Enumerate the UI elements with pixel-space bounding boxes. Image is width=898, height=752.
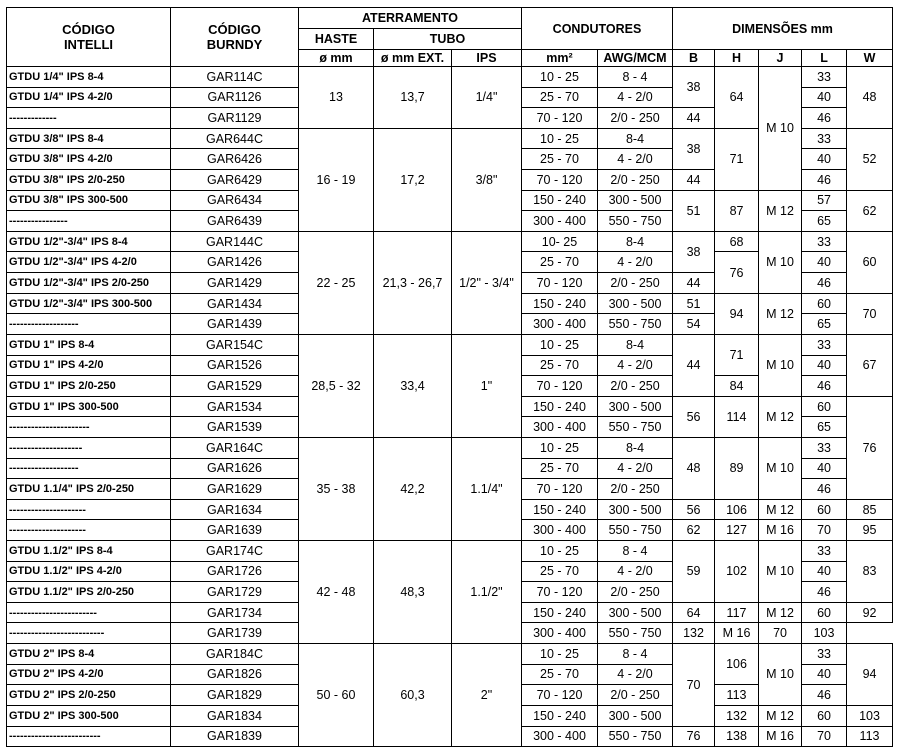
header-haste: HASTE	[299, 29, 374, 50]
awg-cell: 300 - 500	[598, 705, 673, 726]
dim-j-cell: M 10	[759, 334, 802, 396]
tubo-cell: 42,2	[374, 437, 452, 540]
codigo-burndy-cell: GAR6429	[171, 170, 299, 191]
mm2-cell: 300 - 400	[522, 623, 598, 644]
dim-b-cell: 38	[673, 128, 715, 169]
haste-cell: 50 - 60	[299, 644, 374, 747]
haste-cell: 35 - 38	[299, 437, 374, 540]
dim-l-cell: 57	[802, 190, 847, 211]
dim-l-cell: 70	[802, 520, 847, 541]
codigo-intelli-cell: GTDU 1/2"-3/4" IPS 4-2/0	[7, 252, 171, 273]
codigo-intelli-cell: GTDU 2" IPS 300-500	[7, 705, 171, 726]
dim-b-cell: 56	[673, 499, 715, 520]
dim-l-cell: 60	[802, 396, 847, 417]
codigo-burndy-cell: GAR6434	[171, 190, 299, 211]
codigo-burndy-cell: GAR644C	[171, 128, 299, 149]
codigo-burndy-cell: GAR154C	[171, 334, 299, 355]
tubo-cell: 13,7	[374, 67, 452, 129]
codigo-intelli-cell: GTDU 3/8" IPS 300-500	[7, 190, 171, 211]
mm2-cell: 10 - 25	[522, 128, 598, 149]
dim-l-cell: 46	[802, 479, 847, 500]
dim-l-cell: 40	[802, 149, 847, 170]
codigo-intelli-cell: GTDU 1/2"-3/4" IPS 2/0-250	[7, 273, 171, 294]
tubo-cell: 21,3 - 26,7	[374, 231, 452, 334]
awg-cell: 8 - 4	[598, 67, 673, 88]
table-row	[7, 644, 893, 665]
codigo-burndy-cell: GAR1739	[171, 623, 299, 644]
table-row	[7, 437, 893, 458]
ips-cell: 1"	[452, 334, 522, 437]
header-codigo-intelli: CÓDIGO INTELLI	[7, 8, 171, 67]
haste-cell: 28,5 - 32	[299, 334, 374, 437]
dim-b-cell: 64	[673, 602, 715, 623]
ips-cell: 2"	[452, 644, 522, 747]
header-w: W	[847, 50, 893, 67]
mm2-cell: 10 - 25	[522, 541, 598, 562]
dim-l-cell: 46	[802, 273, 847, 294]
codigo-intelli-cell: GTDU 1.1/2" IPS 4-2/0	[7, 561, 171, 582]
codigo-burndy-cell: GAR1529	[171, 376, 299, 397]
codigo-burndy-cell: GAR1439	[171, 314, 299, 335]
codigo-intelli-cell: GTDU 1.1/4" IPS 2/0-250	[7, 479, 171, 500]
dim-l-cell: 46	[802, 376, 847, 397]
dim-j-cell: M 10	[759, 437, 802, 499]
dim-l-cell: 46	[802, 108, 847, 129]
header-dimensoes: DIMENSÕES mm	[673, 8, 893, 50]
codigo-burndy-cell: GAR1526	[171, 355, 299, 376]
tubo-cell: 33,4	[374, 334, 452, 437]
table-row	[7, 541, 893, 562]
dim-b-cell: 70	[673, 644, 715, 726]
dim-l-cell: 60	[802, 705, 847, 726]
dim-j-cell: M 10	[759, 541, 802, 603]
dim-b-cell: 44	[673, 334, 715, 396]
mm2-cell: 10 - 25	[522, 437, 598, 458]
awg-cell: 300 - 500	[598, 190, 673, 211]
dim-h-cell: 132	[673, 623, 715, 644]
awg-cell: 300 - 500	[598, 293, 673, 314]
tubo-cell: 60,3	[374, 644, 452, 747]
dim-w-cell: 48	[847, 67, 893, 129]
dim-b-cell: 51	[673, 293, 715, 314]
codigo-burndy-cell: GAR6426	[171, 149, 299, 170]
dim-l-cell: 70	[759, 623, 802, 644]
codigo-intelli-cell: GTDU 1.1/2" IPS 8-4	[7, 541, 171, 562]
haste-cell: 42 - 48	[299, 541, 374, 644]
dim-b-cell: 38	[673, 231, 715, 272]
dim-b-cell: 54	[673, 314, 715, 335]
codigo-intelli-cell: GTDU 1" IPS 2/0-250	[7, 376, 171, 397]
codigo-burndy-cell: GAR174C	[171, 541, 299, 562]
ips-cell: 1.1/4"	[452, 437, 522, 540]
header-tubo: TUBO	[374, 29, 522, 50]
dim-l-cell: 40	[802, 664, 847, 685]
codigo-intelli-cell: GTDU 1/4" IPS 8-4	[7, 67, 171, 88]
dim-l-cell: 33	[802, 231, 847, 252]
header-mm2: mm²	[522, 50, 598, 67]
dim-l-cell: 33	[802, 541, 847, 562]
codigo-intelli-cell: GTDU 1" IPS 300-500	[7, 396, 171, 417]
dim-j-cell: M 12	[759, 602, 802, 623]
codigo-burndy-cell: GAR1839	[171, 726, 299, 747]
haste-cell: 13	[299, 67, 374, 129]
dim-l-cell: 33	[802, 437, 847, 458]
dim-h-cell: 89	[715, 437, 759, 499]
awg-cell: 2/0 - 250	[598, 108, 673, 129]
dim-j-cell: M 12	[759, 396, 802, 437]
header-aterramento: ATERRAMENTO	[299, 8, 522, 29]
mm2-cell: 70 - 120	[522, 376, 598, 397]
dim-w-cell: 85	[847, 499, 893, 520]
mm2-cell: 25 - 70	[522, 355, 598, 376]
codigo-burndy-cell: GAR1434	[171, 293, 299, 314]
dim-l-cell: 46	[802, 170, 847, 191]
dim-l-cell: 33	[802, 67, 847, 88]
codigo-intelli-cell: GTDU 3/8" IPS 8-4	[7, 128, 171, 149]
mm2-cell: 300 - 400	[522, 417, 598, 438]
codigo-intelli-cell: GTDU 1/4" IPS 4-2/0	[7, 87, 171, 108]
codigo-intelli-cell: GTDU 1" IPS 8-4	[7, 334, 171, 355]
dim-h-cell: 138	[715, 726, 759, 747]
dim-j-cell: M 12	[759, 190, 802, 231]
dim-w-cell: 60	[847, 231, 893, 293]
mm2-cell: 10 - 25	[522, 67, 598, 88]
dim-h-cell: 71	[715, 334, 759, 375]
header-codigo-burndy: CÓDIGO BURNDY	[171, 8, 299, 67]
codigo-burndy-cell: GAR164C	[171, 437, 299, 458]
mm2-cell: 10 - 25	[522, 334, 598, 355]
dim-h-cell: 71	[715, 128, 759, 190]
ips-cell: 1/4"	[452, 67, 522, 129]
awg-cell: 2/0 - 250	[598, 376, 673, 397]
header-phi-mm: ø mm	[299, 50, 374, 67]
dim-l-cell: 60	[802, 499, 847, 520]
dim-l-cell: 40	[802, 252, 847, 273]
dim-w-cell: 113	[847, 726, 893, 747]
codigo-intelli-cell: -------------------------	[7, 726, 171, 747]
codigo-burndy-cell: GAR1126	[171, 87, 299, 108]
awg-cell: 8 - 4	[598, 644, 673, 665]
header-ips: IPS	[452, 50, 522, 67]
dim-h-cell: 117	[715, 602, 759, 623]
codigo-burndy-cell: GAR1726	[171, 561, 299, 582]
dim-w-cell: 67	[847, 334, 893, 396]
dim-h-cell: 87	[715, 190, 759, 231]
mm2-cell: 70 - 120	[522, 685, 598, 706]
codigo-intelli-cell: -------------------	[7, 314, 171, 335]
dim-b-cell: 44	[673, 170, 715, 191]
awg-cell: 2/0 - 250	[598, 170, 673, 191]
table-row	[7, 334, 893, 355]
awg-cell: 300 - 500	[598, 602, 673, 623]
awg-cell: 4 - 2/0	[598, 252, 673, 273]
mm2-cell: 150 - 240	[522, 190, 598, 211]
header-h: H	[715, 50, 759, 67]
codigo-intelli-cell: GTDU 3/8" IPS 2/0-250	[7, 170, 171, 191]
dim-b-cell: 38	[673, 67, 715, 108]
awg-cell: 4 - 2/0	[598, 561, 673, 582]
header-b: B	[673, 50, 715, 67]
mm2-cell: 25 - 70	[522, 252, 598, 273]
mm2-cell: 25 - 70	[522, 87, 598, 108]
dim-h-cell: 68	[715, 231, 759, 252]
mm2-cell: 25 - 70	[522, 458, 598, 479]
codigo-intelli-cell: ------------------------	[7, 602, 171, 623]
mm2-cell: 70 - 120	[522, 108, 598, 129]
dim-h-cell: 94	[715, 293, 759, 334]
dim-w-cell: 52	[847, 128, 893, 190]
dim-h-cell: 113	[715, 685, 759, 706]
dim-b-cell: 51	[673, 190, 715, 231]
codigo-burndy-cell: GAR1539	[171, 417, 299, 438]
codigo-intelli-cell: GTDU 1/2"-3/4" IPS 300-500	[7, 293, 171, 314]
awg-cell: 4 - 2/0	[598, 149, 673, 170]
codigo-intelli-cell: --------------------------	[7, 623, 171, 644]
codigo-burndy-cell: GAR1129	[171, 108, 299, 129]
awg-cell: 4 - 2/0	[598, 355, 673, 376]
dim-h-cell: 102	[715, 541, 759, 603]
awg-cell: 300 - 500	[598, 499, 673, 520]
dim-l-cell: 60	[802, 602, 847, 623]
codigo-burndy-cell: GAR1429	[171, 273, 299, 294]
mm2-cell: 150 - 240	[522, 705, 598, 726]
ips-cell: 3/8"	[452, 128, 522, 231]
codigo-burndy-cell: GAR1826	[171, 664, 299, 685]
dim-j-cell: M 12	[759, 293, 802, 334]
dim-j-cell: M 16	[759, 726, 802, 747]
dim-h-cell: 84	[715, 376, 759, 397]
mm2-cell: 300 - 400	[522, 211, 598, 232]
codigo-burndy-cell: GAR1639	[171, 520, 299, 541]
codigo-intelli-cell: GTDU 1/2"-3/4" IPS 8-4	[7, 231, 171, 252]
codigo-burndy-cell: GAR1729	[171, 582, 299, 603]
table-row	[7, 67, 893, 88]
awg-cell: 550 - 750	[598, 520, 673, 541]
mm2-cell: 70 - 120	[522, 273, 598, 294]
dim-l-cell: 40	[802, 355, 847, 376]
dim-l-cell: 33	[802, 128, 847, 149]
dim-w-cell: 103	[847, 705, 893, 726]
dim-h-cell: 64	[715, 67, 759, 129]
codigo-burndy-cell: GAR1634	[171, 499, 299, 520]
codigo-burndy-cell: GAR114C	[171, 67, 299, 88]
mm2-cell: 70 - 120	[522, 479, 598, 500]
mm2-cell: 10 - 25	[522, 644, 598, 665]
mm2-cell: 70 - 120	[522, 170, 598, 191]
codigo-intelli-cell: --------------------	[7, 437, 171, 458]
dim-j-cell: M 10	[759, 231, 802, 293]
codigo-intelli-cell: GTDU 1.1/2" IPS 2/0-250	[7, 582, 171, 603]
dim-h-cell: 127	[715, 520, 759, 541]
dim-l-cell: 70	[802, 726, 847, 747]
dim-j-cell: M 12	[759, 499, 802, 520]
awg-cell: 550 - 750	[598, 211, 673, 232]
codigo-intelli-cell: ---------------------	[7, 499, 171, 520]
codigo-intelli-cell: GTDU 2" IPS 8-4	[7, 644, 171, 665]
codigo-burndy-cell: GAR1834	[171, 705, 299, 726]
dim-j-cell: M 10	[759, 644, 802, 706]
dim-b-cell: 76	[673, 726, 715, 747]
codigo-intelli-cell: ----------------------	[7, 417, 171, 438]
header-l: L	[802, 50, 847, 67]
header-j: J	[759, 50, 802, 67]
header-awg: AWG/MCM	[598, 50, 673, 67]
awg-cell: 8-4	[598, 437, 673, 458]
awg-cell: 8-4	[598, 334, 673, 355]
dim-w-cell: 62	[847, 190, 893, 231]
codigo-burndy-cell: GAR144C	[171, 231, 299, 252]
product-table	[6, 7, 893, 747]
haste-cell: 16 - 19	[299, 128, 374, 231]
dim-l-cell: 33	[802, 334, 847, 355]
dim-w-cell: 92	[847, 602, 893, 623]
codigo-intelli-cell: ----------------	[7, 211, 171, 232]
awg-cell: 2/0 - 250	[598, 479, 673, 500]
dim-l-cell: 65	[802, 417, 847, 438]
awg-cell: 550 - 750	[598, 623, 673, 644]
header-phi-mm-ext: ø mm EXT.	[374, 50, 452, 67]
codigo-intelli-cell: -------------------	[7, 458, 171, 479]
dim-w-cell: 94	[847, 644, 893, 706]
awg-cell: 550 - 750	[598, 726, 673, 747]
codigo-intelli-cell: GTDU 2" IPS 4-2/0	[7, 664, 171, 685]
dim-h-cell: 106	[715, 644, 759, 685]
codigo-burndy-cell: GAR1426	[171, 252, 299, 273]
codigo-intelli-cell: GTDU 3/8" IPS 4-2/0	[7, 149, 171, 170]
awg-cell: 300 - 500	[598, 396, 673, 417]
codigo-burndy-cell: GAR1629	[171, 479, 299, 500]
codigo-burndy-cell: GAR1626	[171, 458, 299, 479]
dim-l-cell: 65	[802, 314, 847, 335]
mm2-cell: 300 - 400	[522, 520, 598, 541]
mm2-cell: 150 - 240	[522, 293, 598, 314]
dim-b-cell: 48	[673, 437, 715, 499]
awg-cell: 550 - 750	[598, 314, 673, 335]
awg-cell: 4 - 2/0	[598, 664, 673, 685]
tubo-cell: 17,2	[374, 128, 452, 231]
awg-cell: 550 - 750	[598, 417, 673, 438]
dim-b-cell: 56	[673, 396, 715, 437]
dim-b-cell: 44	[673, 108, 715, 129]
dim-j-cell: M 16	[715, 623, 759, 644]
dim-l-cell: 40	[802, 87, 847, 108]
awg-cell: 8-4	[598, 231, 673, 252]
dim-h-cell: 76	[715, 252, 759, 293]
mm2-cell: 300 - 400	[522, 314, 598, 335]
awg-cell: 4 - 2/0	[598, 458, 673, 479]
dim-h-cell: 114	[715, 396, 759, 437]
dim-l-cell: 46	[802, 582, 847, 603]
mm2-cell: 70 - 120	[522, 582, 598, 603]
mm2-cell: 25 - 70	[522, 149, 598, 170]
dim-w-cell: 83	[847, 541, 893, 603]
mm2-cell: 25 - 70	[522, 561, 598, 582]
haste-cell: 22 - 25	[299, 231, 374, 334]
mm2-cell: 300 - 400	[522, 726, 598, 747]
dim-b-cell: 59	[673, 541, 715, 603]
dim-l-cell: 60	[802, 293, 847, 314]
awg-cell: 2/0 - 250	[598, 273, 673, 294]
codigo-burndy-cell: GAR1829	[171, 685, 299, 706]
ips-cell: 1/2" - 3/4"	[452, 231, 522, 334]
dim-l-cell: 33	[802, 644, 847, 665]
dim-b-cell: 44	[673, 273, 715, 294]
codigo-intelli-cell: -------------	[7, 108, 171, 129]
awg-cell: 8 - 4	[598, 541, 673, 562]
mm2-cell: 150 - 240	[522, 396, 598, 417]
dim-j-cell: M 16	[759, 520, 802, 541]
dim-w-cell: 70	[847, 293, 893, 334]
dim-l-cell: 46	[802, 685, 847, 706]
codigo-burndy-cell: GAR6439	[171, 211, 299, 232]
header-condutores: CONDUTORES	[522, 8, 673, 50]
dim-l-cell: 40	[802, 458, 847, 479]
awg-cell: 8-4	[598, 128, 673, 149]
dim-h-cell: 132	[715, 705, 759, 726]
codigo-burndy-cell: GAR1734	[171, 602, 299, 623]
table-row	[7, 231, 893, 252]
mm2-cell: 150 - 240	[522, 602, 598, 623]
mm2-cell: 150 - 240	[522, 499, 598, 520]
dim-w-cell: 76	[847, 396, 893, 499]
awg-cell: 2/0 - 250	[598, 685, 673, 706]
codigo-burndy-cell: GAR1534	[171, 396, 299, 417]
dim-j-cell: M 10	[759, 67, 802, 191]
tubo-cell: 48,3	[374, 541, 452, 644]
dim-b-cell: 62	[673, 520, 715, 541]
dim-l-cell: 65	[802, 211, 847, 232]
codigo-burndy-cell: GAR184C	[171, 644, 299, 665]
dim-l-cell: 40	[802, 561, 847, 582]
dim-w-cell: 95	[847, 520, 893, 541]
codigo-intelli-cell: ---------------------	[7, 520, 171, 541]
awg-cell: 2/0 - 250	[598, 582, 673, 603]
codigo-intelli-cell: GTDU 1" IPS 4-2/0	[7, 355, 171, 376]
codigo-intelli-cell: GTDU 2" IPS 2/0-250	[7, 685, 171, 706]
dim-w-cell: 103	[802, 623, 847, 644]
ips-cell: 1.1/2"	[452, 541, 522, 644]
mm2-cell: 25 - 70	[522, 664, 598, 685]
mm2-cell: 10- 25	[522, 231, 598, 252]
dim-j-cell: M 12	[759, 705, 802, 726]
dim-h-cell: 106	[715, 499, 759, 520]
awg-cell: 4 - 2/0	[598, 87, 673, 108]
